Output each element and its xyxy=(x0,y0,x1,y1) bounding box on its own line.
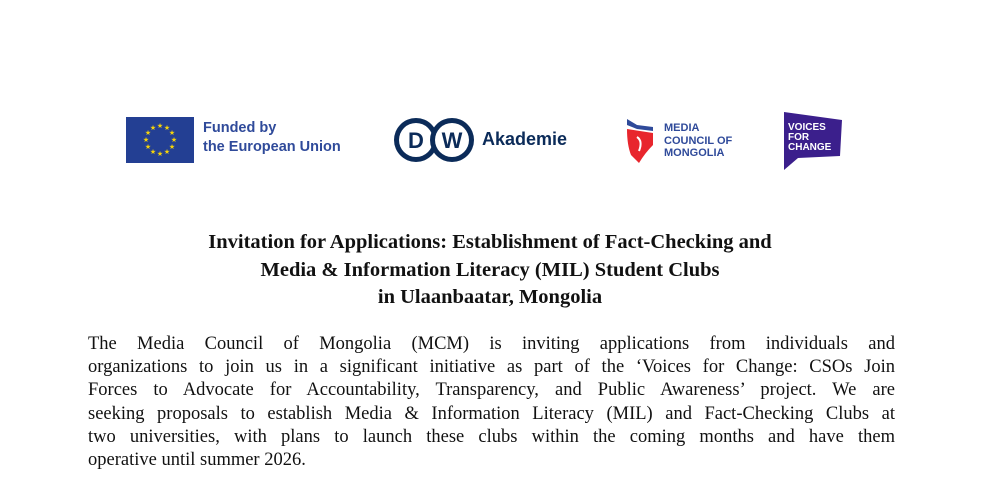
eu-funding-text xyxy=(203,119,341,157)
mcm-line2: COUNCIL OF xyxy=(664,134,733,147)
eu-flag-logo xyxy=(126,117,194,163)
title-line1: Invitation for Applications: Establishment of Fact-Checking and xyxy=(208,231,772,253)
vfc-line3: CHANGE xyxy=(788,142,832,153)
page-title xyxy=(0,229,980,312)
eu-line1: Funded by xyxy=(203,120,277,136)
svg-text:★: ★ xyxy=(149,124,157,132)
svg-text:★: ★ xyxy=(142,136,150,144)
title-line3: in Ulaanbaatar, Mongolia xyxy=(377,286,603,308)
svg-text:★: ★ xyxy=(156,150,164,158)
svg-text:★: ★ xyxy=(149,148,157,156)
paragraph-line: Forces to Advocate for Accountability, Transparency, and Public Awareness’ project. We are xyxy=(88,380,895,401)
mcm-line3: MONGOLIA xyxy=(664,147,725,159)
mcm-text xyxy=(664,122,732,160)
svg-text:★: ★ xyxy=(144,129,152,137)
paragraph-line: organizations to join us in a significant initiative as part of the ‘Voices for Change: CSOs Join xyxy=(88,357,895,378)
svg-text:★: ★ xyxy=(168,129,176,137)
paragraph-line: operative until summer 2026. xyxy=(88,450,306,471)
svg-text:D: D xyxy=(408,128,424,153)
eu-line2: the European Union xyxy=(203,139,341,155)
voices-for-change-logo xyxy=(784,112,844,170)
svg-text:★: ★ xyxy=(163,148,171,156)
vfc-line1: VOICES xyxy=(788,122,826,133)
mcm-emblem-logo xyxy=(623,115,659,165)
paragraph-line: The Media Council of Mongolia (MCM) is inviting applications from individuals and xyxy=(88,334,895,354)
title-line2: Media & Information Literacy (MIL) Student Clubs xyxy=(260,258,720,281)
paragraph-line: seeking proposals to establish Media & Information Literacy (MIL) and Fact-Checking Clubs at xyxy=(88,403,895,424)
vfc-line2: FOR xyxy=(788,132,810,143)
svg-text:W: W xyxy=(441,128,463,153)
paragraph-line: two universities, with plans to launch these clubs within the coming months and have them xyxy=(88,426,895,447)
dw-akademie-text: Akademie xyxy=(482,129,568,149)
partner-logos xyxy=(0,112,1000,172)
svg-text:★: ★ xyxy=(170,136,178,144)
svg-text:★: ★ xyxy=(156,122,164,130)
svg-text:★: ★ xyxy=(144,143,152,151)
mcm-line1: MEDIA xyxy=(664,122,700,134)
intro-paragraph xyxy=(88,333,895,472)
dw-logo xyxy=(393,117,475,163)
svg-text:★: ★ xyxy=(168,143,176,151)
svg-text:★: ★ xyxy=(163,124,171,132)
